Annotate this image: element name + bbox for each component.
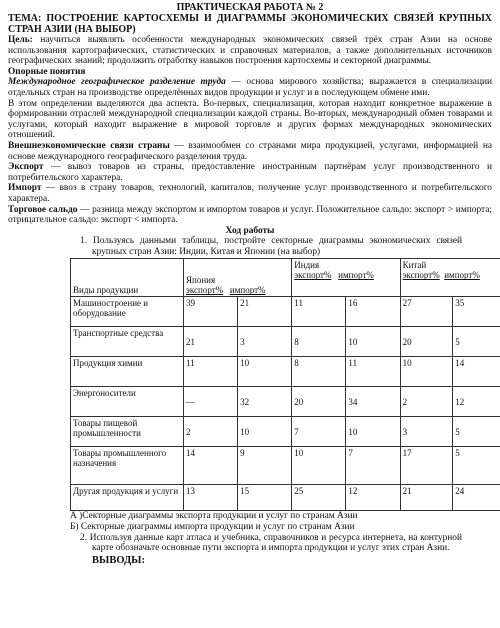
definition-2-term: Внешнеэкономические связи страны — [8, 140, 170, 151]
table-cell: 12 — [346, 485, 400, 511]
table-cell: 5 — [453, 447, 500, 485]
definition-4-term: Импорт — [8, 183, 42, 194]
definition-1-term: Международное географическое разделение труда — [8, 77, 226, 88]
row-product-name: Товары промышленного назначения — [71, 447, 184, 485]
goal-label: Цель: — [8, 35, 33, 45]
table-cell: 11 — [346, 357, 400, 387]
after-table — [8, 511, 492, 566]
india-name: Индия — [294, 260, 320, 271]
header-products: Виды продукции — [71, 259, 184, 297]
header-india — [292, 259, 400, 297]
japan-name: Япония — [186, 275, 216, 286]
table-row — [71, 447, 500, 485]
table-cell: 10 — [238, 357, 292, 387]
definition-2 — [8, 141, 492, 162]
table-cell: 10 — [346, 417, 400, 447]
table-cell: 9 — [238, 447, 292, 485]
china-import-label: импорт% — [444, 270, 480, 281]
table-cell: 20 — [400, 327, 453, 357]
table-row — [71, 357, 500, 387]
table-cell: 34 — [346, 387, 400, 417]
topic-heading: ТЕМА: ПОСТРОЕНИЕ КАРТОСХЕМЫ И ДИАГРАММЫ ЭКОНОМИЧЕСКИХ СВЯЗЕЙ КРУПНЫХ СТРАН АЗИИ (НА ВЫБОР) — [8, 13, 492, 35]
definition-3-term: Экспорт — [8, 162, 44, 173]
table-cell: 25 — [292, 485, 346, 511]
table-cell: 5 — [453, 417, 500, 447]
table-cell: 10 — [400, 357, 453, 387]
row-product-name: Энергоносители — [71, 387, 184, 417]
table-cell: 7 — [292, 417, 346, 447]
china-export-label: экспорт% — [402, 270, 440, 281]
table-cell: 3 — [400, 417, 453, 447]
table-row — [71, 327, 500, 357]
china-name: Китай — [402, 260, 427, 271]
table-cell: 10 — [238, 417, 292, 447]
table-cell: 20 — [292, 387, 346, 417]
row-product-name: Транспортные средства — [71, 327, 184, 357]
conclusions-heading: ВЫВОДЫ: — [92, 554, 145, 566]
table-header-row — [71, 259, 500, 297]
trade-table — [70, 258, 500, 511]
table-cell: 17 — [400, 447, 453, 485]
india-import-label: импорт% — [338, 270, 374, 281]
table-cell: 13 — [184, 485, 238, 511]
row-product-name: Продукция химии — [71, 357, 184, 387]
goal-paragraph — [8, 35, 492, 67]
header-china — [400, 259, 500, 297]
definition-5-text: — разница между экспортом и импортом товаров и услуг. Положительное сальдо: экспорт > импорта; отрицательное сальдо: экспорт < импорта. — [8, 204, 493, 226]
japan-import-label: импорт% — [229, 285, 266, 296]
table-cell: 3 — [238, 327, 292, 357]
table-cell: 15 — [238, 485, 292, 511]
table-cell: 12 — [453, 387, 500, 417]
table-cell: 21 — [400, 485, 453, 511]
table-cell: 24 — [453, 485, 500, 511]
definition-5-term: Торговое сальдо — [8, 204, 78, 215]
table-row — [71, 387, 500, 417]
table-cell: 14 — [453, 357, 500, 387]
table-cell: 11 — [292, 297, 346, 327]
table-cell: 2 — [184, 417, 238, 447]
row-product-name: Товары пищевой промышленности — [71, 417, 184, 447]
table-cell: 16 — [346, 297, 400, 327]
table-cell: 11 — [184, 357, 238, 387]
task-2: 2. Используя данные карт атласа и учебника, справочников и ресурса интернета, на контурной карте обозначьте основные пути экспорта и импорта продукции и услуг этих стран Азии. — [80, 532, 462, 554]
table-cell: — — [184, 387, 238, 417]
table-row — [71, 417, 500, 447]
table-cell: 27 — [400, 297, 453, 327]
table-cell: 8 — [292, 327, 346, 357]
table-cell: 35 — [453, 297, 500, 327]
note-a: А )Секторные диаграммы экспорта продукции и услуг по странам Азии — [70, 511, 358, 522]
table-cell: 14 — [184, 447, 238, 485]
row-product-name: Машиностроение и оборудование — [71, 297, 184, 327]
table-row — [71, 297, 500, 327]
header-japan — [184, 259, 292, 297]
table-row — [71, 485, 500, 511]
japan-export-label: экспорт% — [186, 285, 224, 296]
table-cell: 21 — [238, 297, 292, 327]
table-cell: 39 — [184, 297, 238, 327]
india-export-label: экспорт% — [294, 270, 332, 281]
task-1: 1. Пользуясь данными таблицы, постройте секторные диаграммы экономических связей крупных стран Азии: Индии, Китая и Японии (на выбор) — [80, 236, 462, 257]
table-cell: 7 — [346, 447, 400, 485]
table-cell: 2 — [400, 387, 453, 417]
definition-2-text: — взаимообмен со странами мира продукцией, услугами, информацией на основе международного географического разделения труда. — [8, 140, 492, 162]
goal-text: научиться выявлять особенности международных экономических связей трёх стран Азии на основе использования картографических, статистических и справочных материалов, а также дополнительных источников географических знаний; продолжить отработку навыков построения картосхемы и секторной диаграммы. — [8, 35, 492, 67]
table-cell: 5 — [453, 327, 500, 357]
definition-5 — [8, 205, 492, 226]
page-title: ПРАКТИЧЕСКАЯ РАБОТА № 2 — [176, 2, 324, 13]
table-cell: 10 — [346, 327, 400, 357]
definition-1-text: — основа мирового хозяйства; выражается в специализации отдельных стран на производстве определённых видов продукции и услуг и в последующем обмене ими. — [8, 77, 492, 98]
definition-4-text: — ввоз в страну товаров, технологий, капиталов, получение услуг производственного и потребительского характера. — [8, 183, 492, 204]
concepts-heading: Опорные понятия — [8, 66, 86, 77]
table-cell: 10 — [292, 447, 346, 485]
table-cell: 32 — [238, 387, 292, 417]
definition-3-text: — вывоз товаров из страны, предоставление иностранным партнёрам услуг производственного и потребительского характера. — [8, 162, 492, 183]
definition-4 — [8, 183, 492, 204]
table-cell: 21 — [184, 327, 238, 357]
note-b: Б) Секторные диаграммы импорта продукции и услуг по странам Азии — [70, 522, 355, 533]
definition-1 — [8, 77, 492, 98]
definition-3 — [8, 162, 492, 183]
work-heading: Ход работы — [225, 225, 275, 236]
table-cell: 8 — [292, 357, 346, 387]
definition-1-extra: В этом определении выделяются два аспекта. Во-первых, специализация, которая находит конкретное выражение в формировании отраслей международной специализации каждой страны. Во-вторых, международный обмен товарами и услугами, который находит выражение в мировой торговле и других формах международных экономических отношений. — [8, 98, 492, 141]
row-product-name: Другая продукция и услуги — [71, 485, 184, 511]
